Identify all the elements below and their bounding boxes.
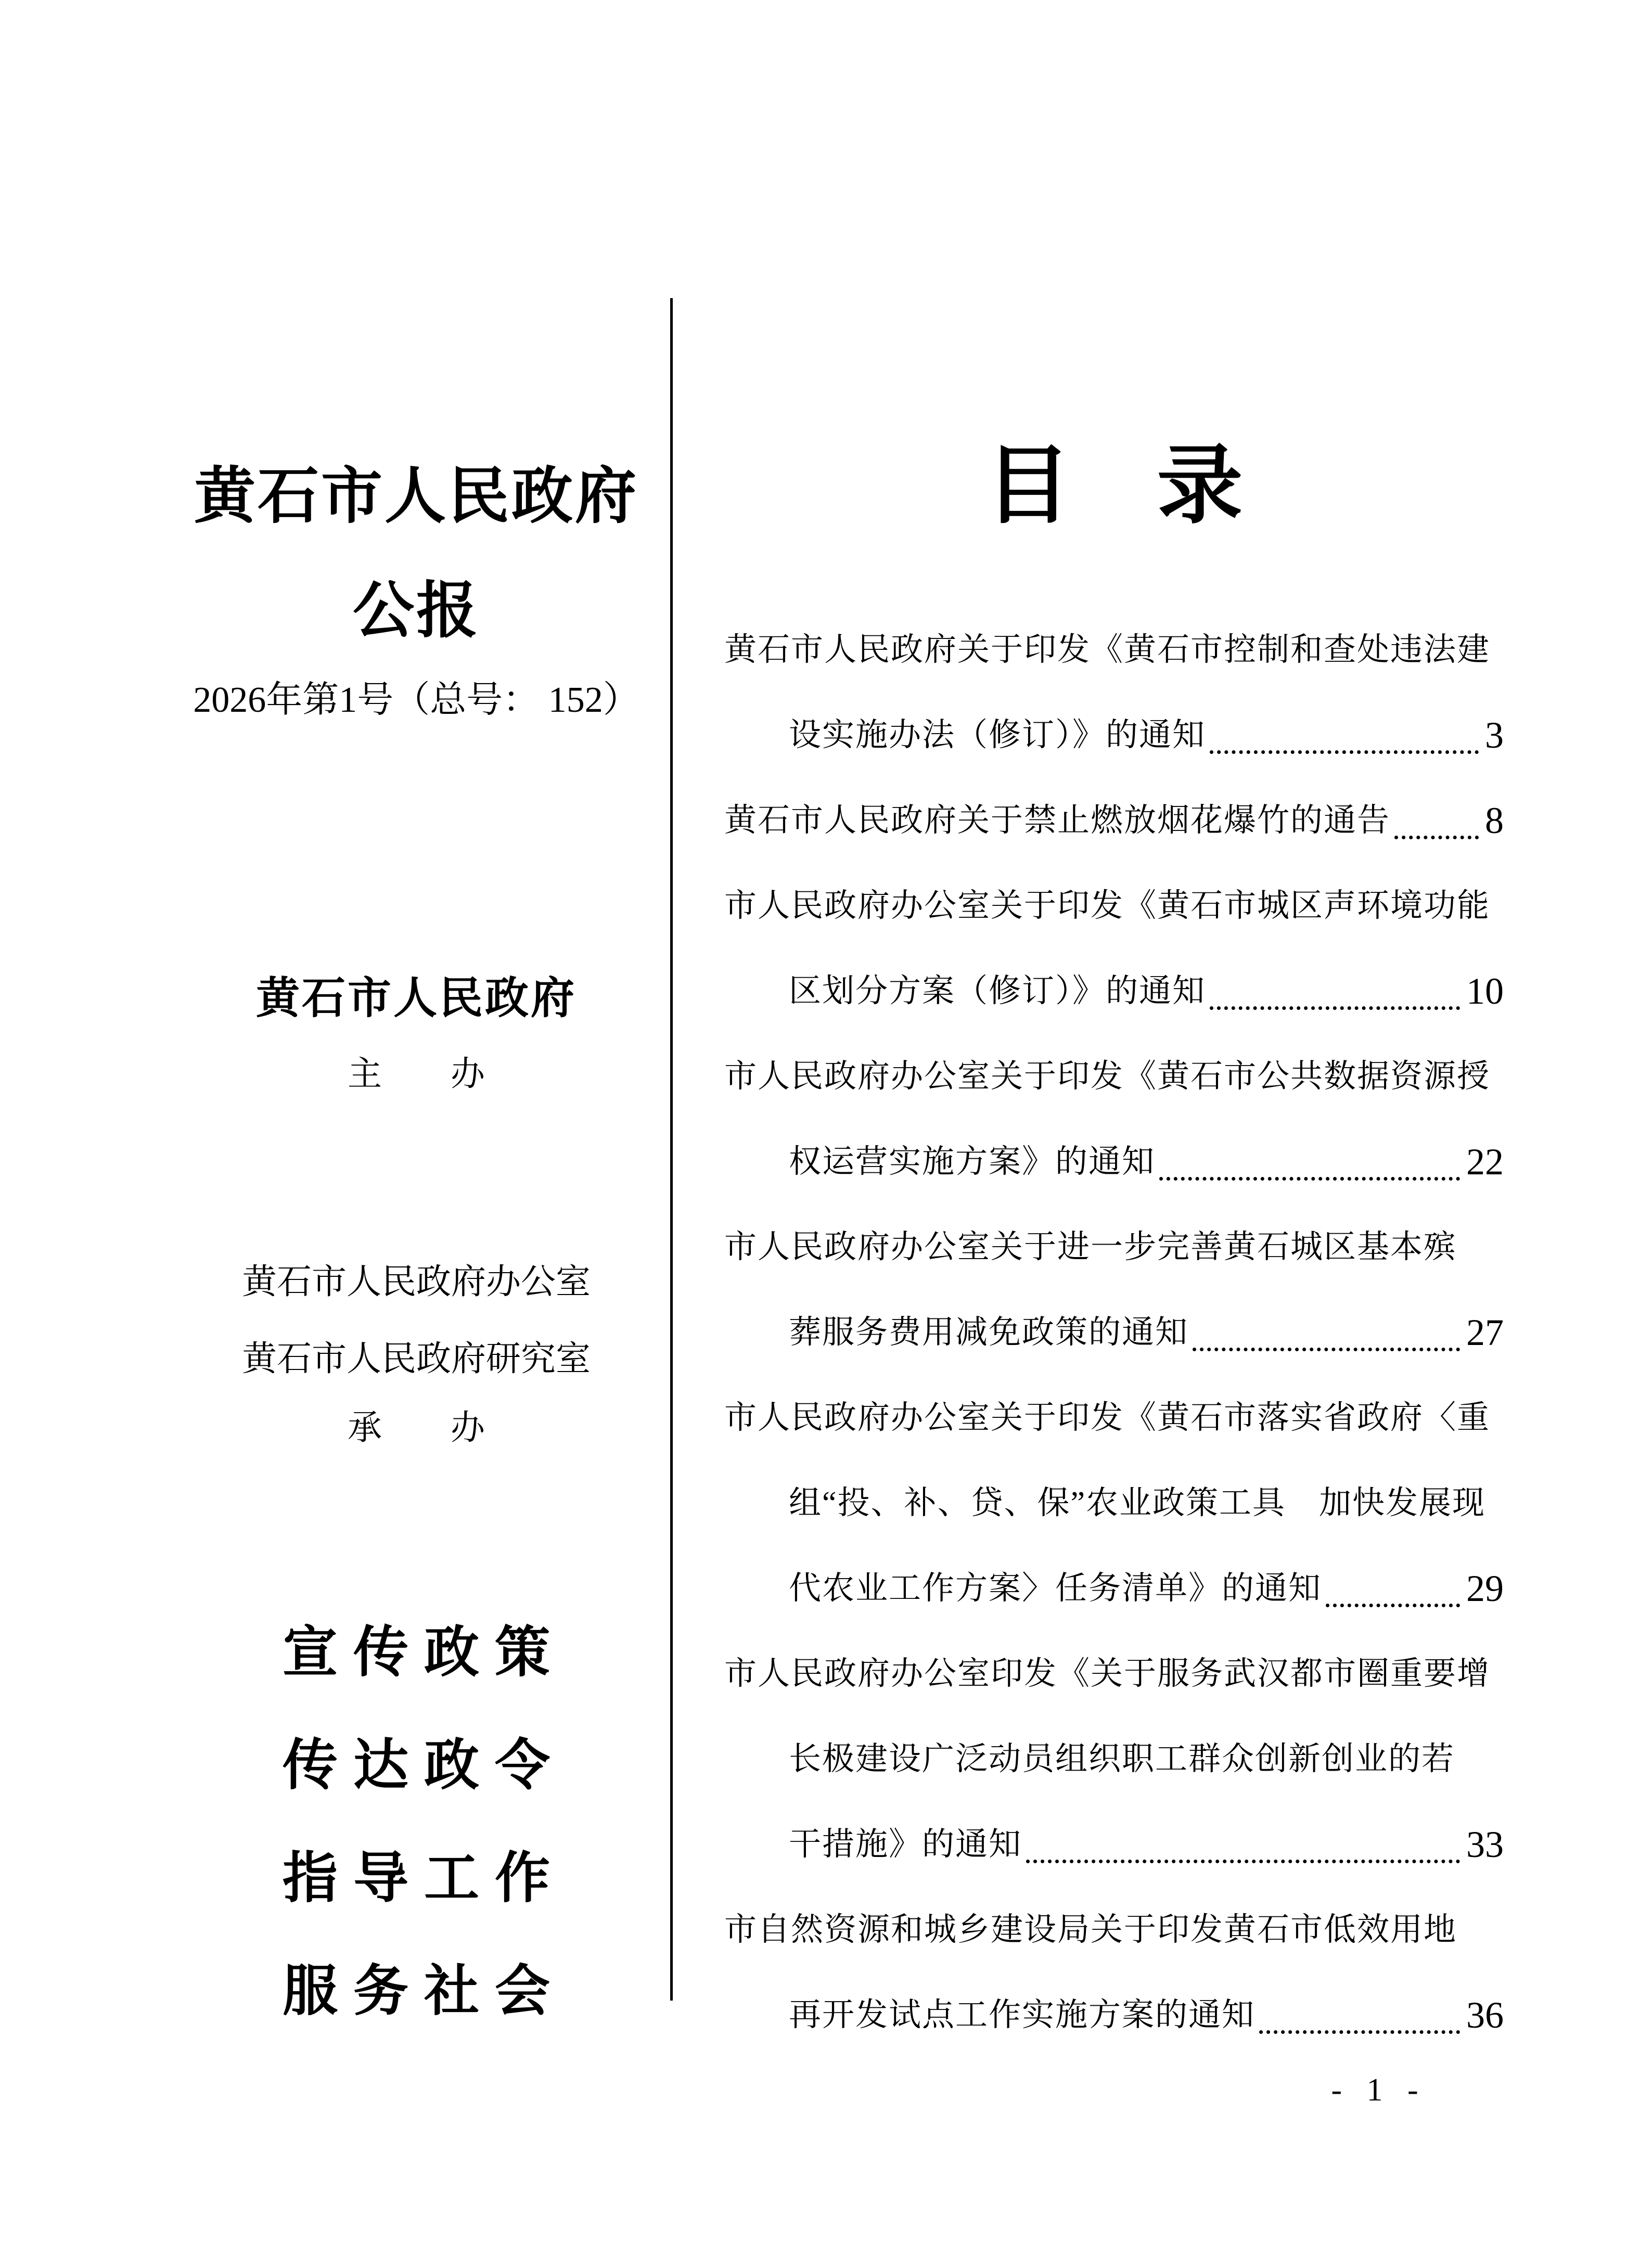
organizer-role-label: 主 办	[348, 1055, 485, 1093]
toc-entry-5-page-number: 27	[1466, 1312, 1504, 1353]
slogan-line: 宣传政策	[283, 1622, 566, 1683]
toc-entry-8-last-text: 再开发试点工作实施方案的通知	[789, 1997, 1256, 2033]
toc-list	[724, 607, 1504, 2058]
page-number: - 1 -	[1331, 2072, 1427, 2108]
toc-title: 目 录	[985, 439, 1243, 534]
toc-entry-1-last-text: 设实施办法（修订）》的通知	[789, 718, 1206, 753]
toc-entry-3-last-text: 区划分方案（修订）》的通知	[789, 973, 1206, 1009]
dot-leader	[1026, 1860, 1460, 1863]
dot-leader	[1394, 836, 1479, 839]
toc-entry-1-line-1: 黄石市人民政府关于印发《黄石市控制和查处违法建	[724, 632, 1491, 668]
toc-entry-1	[724, 607, 1504, 778]
toc-entry-4-line-1: 市人民政府办公室关于印发《黄石市公共数据资源授	[724, 1059, 1491, 1094]
toc-entry-5-line-1: 市人民政府办公室关于进一步完善黄石城区基本殡	[724, 1229, 1457, 1265]
dot-leader	[1259, 2030, 1460, 2034]
toc-entry-6-page-number: 29	[1466, 1568, 1504, 1609]
slogan-line: 指导工作	[283, 1848, 566, 1909]
undertaker-name-1: 黄石市人民政府办公室	[242, 1263, 591, 1301]
undertaker-name-2: 黄石市人民政府研究室	[242, 1340, 591, 1378]
toc-entry-8	[724, 1887, 1504, 2058]
toc-entry-7-line-1: 市人民政府办公室印发《关于服务武汉都市圈重要增	[724, 1656, 1491, 1692]
toc-entry-7-last-line	[724, 1802, 1504, 1887]
slogan-line: 服务社会	[283, 1961, 566, 2022]
slogan-line: 传达政令	[283, 1735, 566, 1796]
undertaker-role-label: 承 办	[348, 1409, 485, 1447]
toc-entry-2-page-number: 8	[1485, 800, 1504, 841]
gazette-title	[156, 440, 676, 669]
toc-entry-6-last-text: 代农业工作方案〉任务清单》的通知	[789, 1571, 1322, 1606]
toc-entry-1-page-number: 3	[1485, 714, 1504, 756]
toc-entry-3-last-line	[724, 949, 1504, 1034]
organizer-name: 黄石市人民政府	[255, 973, 577, 1022]
dot-leader	[1193, 1348, 1460, 1351]
toc-entry-2	[724, 778, 1504, 863]
dot-leader	[1210, 1006, 1460, 1010]
gazette-title-line1: 黄石市人民政府	[194, 463, 638, 531]
gazette-title-line2: 公报	[352, 577, 480, 645]
masthead-slogans	[156, 1596, 676, 2048]
toc-entry-3	[724, 863, 1504, 1034]
toc-entry-4	[724, 1034, 1504, 1205]
toc-entry-8-page-number: 36	[1466, 1994, 1504, 2036]
toc-entry-3-page-number: 10	[1466, 970, 1504, 1012]
dot-leader	[1326, 1604, 1460, 1607]
toc-entry-2-last-text: 黄石市人民政府关于禁止燃放烟花爆竹的通告	[724, 803, 1391, 838]
toc-entry-6-line-1: 市人民政府办公室关于印发《黄石市落实省政府〈重	[724, 1400, 1491, 1436]
toc-entry-6-last-line	[724, 1546, 1504, 1631]
toc-entry-3-line-1: 市人民政府办公室关于印发《黄石市城区声环境功能	[724, 888, 1491, 924]
toc-entry-5-last-line	[724, 1290, 1504, 1375]
dot-leader	[1210, 750, 1479, 754]
toc-entry-4-page-number: 22	[1466, 1141, 1504, 1183]
toc-entry-7-line-2: 长极建设广泛动员组织职工群众创新创业的若	[789, 1741, 1455, 1777]
toc-entry-5-last-text: 葬服务费用减免政策的通知	[789, 1315, 1189, 1350]
issue-number: 2026年第1号（总号： 152）	[193, 680, 639, 720]
toc-entry-8-line-1: 市自然资源和城乡建设局关于印发黄石市低效用地	[724, 1912, 1457, 1948]
toc-entry-7	[724, 1631, 1504, 1887]
column-divider-rule	[670, 298, 673, 2001]
dot-leader	[1159, 1177, 1460, 1181]
toc-entry-7-page-number: 33	[1466, 1824, 1504, 1865]
toc-entry-6-line-2: 组“投、补、贷、保”农业政策工具 加快发展现	[789, 1485, 1486, 1521]
toc-entry-8-last-line	[724, 1972, 1504, 2058]
toc-entry-4-last-text: 权运营实施方案》的通知	[789, 1144, 1156, 1180]
toc-entry-5	[724, 1205, 1504, 1375]
toc-entry-7-last-text: 干措施》的通知	[789, 1827, 1022, 1862]
toc-entry-4-last-line	[724, 1119, 1504, 1205]
toc-entry-2-last-line	[724, 778, 1504, 863]
toc-entry-6	[724, 1375, 1504, 1631]
toc-entry-1-last-line	[724, 693, 1504, 778]
